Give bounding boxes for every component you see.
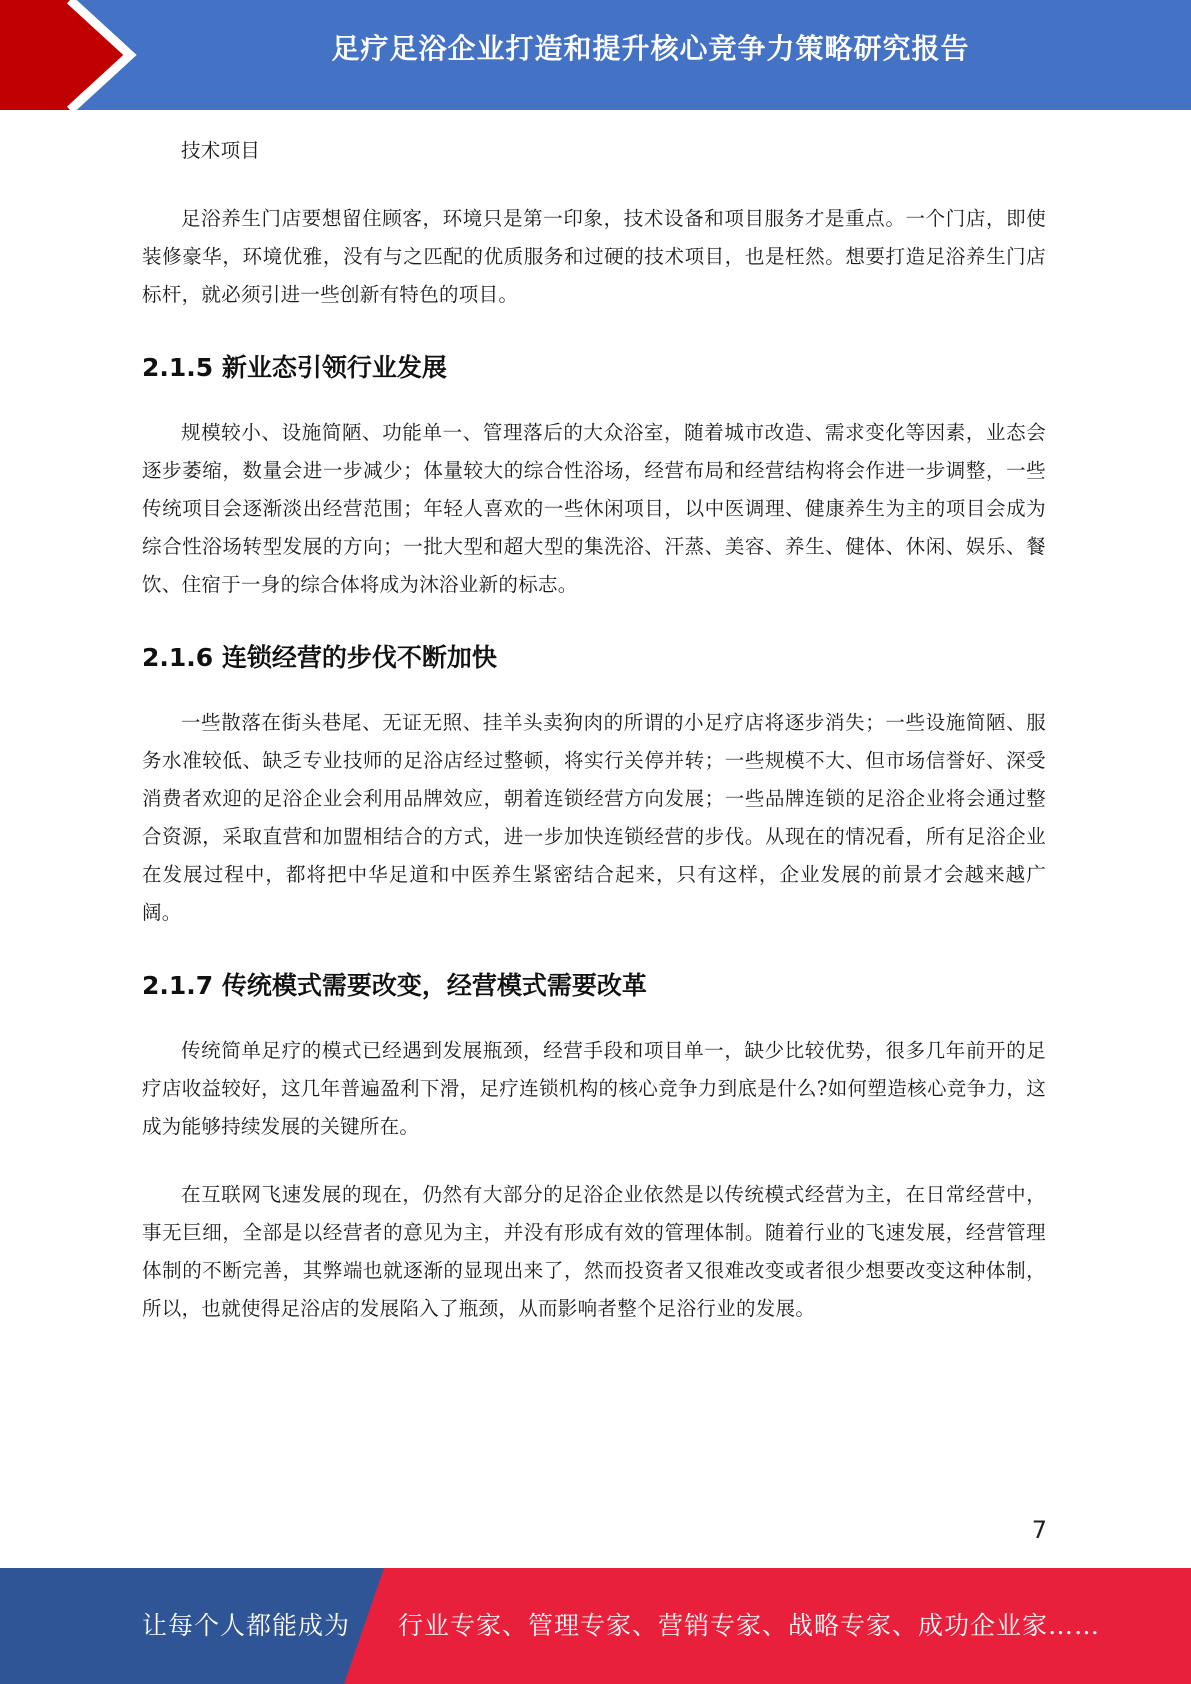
- footer-slogan-right: 行业专家、管理专家、营销专家、战略专家、成功企业家……: [398, 1611, 1101, 1640]
- document-title: 足疗足浴企业打造和提升核心竞争力策略研究报告: [331, 32, 970, 65]
- page-number: 7: [1031, 1516, 1047, 1544]
- page-content: [142, 132, 1046, 1328]
- section-heading-2-1-6: 2.1.6 连锁经营的步伐不断加快: [142, 643, 497, 672]
- section-paragraph: 传统简单足疗的模式已经遇到发展瓶颈，经营手段和项目单一，缺少比较优势，很多几年前开的足疗店收益较好，这几年普遍盈利下滑，足疗连锁机构的核心竞争力到底是什么?如何塑造核心竞争力，这成为能够持续发展的关键所在。: [142, 1039, 1046, 1138]
- section-paragraph: 一些散落在街头巷尾、无证无照、挂羊头卖狗肉的所谓的小足疗店将逐步消失；一些设施简陋、服务水准较低、缺乏专业技师的足浴店经过整顿，将实行关停并转；一些规模不大、但市场信誉好、深受消费者欢迎的足浴企业会利用品牌效应，朝着连锁经营方向发展；一些品牌连锁的足浴企业将会通过整合资源，采取直营和加盟相结合的方式，进一步加快连锁经营的步伐。从现在的情况看，所有足浴企业在发展过程中，都将把中华足道和中医养生紧密结合起来，只有这样，企业发展的前景才会越来越广阔。: [142, 711, 1046, 924]
- section-paragraph: 规模较小、设施简陋、功能单一、管理落后的大众浴室，随着城市改造、需求变化等因素，业态会逐步萎缩，数量会进一步减少；体量较大的综合性浴场，经营布局和经营结构将会作进一步调整，一些传统项目会逐渐淡出经营范围；年轻人喜欢的一些休闲项目，以中医调理、健康养生为主的项目会成为综合性浴场转型发展的方向；一批大型和超大型的集洗浴、汗蒸、美容、养生、健体、休闲、娱乐、餐饮、住宿于一身的综合体将成为沐浴业新的标志。: [142, 421, 1046, 596]
- intro-paragraph: 足浴养生门店要想留住顾客，环境只是第一印象，技术设备和项目服务才是重点。一个门店，即使装修豪华，环境优雅，没有与之匹配的优质服务和过硬的技术项目，也是枉然。想要打造足浴养生门店标杆，就必须引进一些创新有特色的项目。: [142, 207, 1046, 306]
- intro-label: 技术项目: [181, 139, 261, 162]
- section-paragraph: 在互联网飞速发展的现在，仍然有大部分的足浴企业依然是以传统模式经营为主，在日常经营中，事无巨细，全部是以经营者的意见为主，并没有形成有效的管理体制。随着行业的飞速发展，经营管理体制的不断完善，其弊端也就逐渐的显现出来了，然而投资者又很难改变或者很少想要改变这种体制，所以，也就使得足浴店的发展陷入了瓶颈，从而影响者整个足浴行业的发展。: [142, 1183, 1046, 1320]
- page-footer: [0, 1568, 1191, 1684]
- section-heading-2-1-5: 2.1.5 新业态引领行业发展: [142, 353, 447, 382]
- page-header: [0, 0, 1191, 110]
- footer-slogan-left: 让每个人都能成为: [142, 1611, 351, 1640]
- section-heading-2-1-7: 2.1.7 传统模式需要改变，经营模式需要改革: [142, 971, 647, 1000]
- header-arrow-decoration: [0, 0, 170, 110]
